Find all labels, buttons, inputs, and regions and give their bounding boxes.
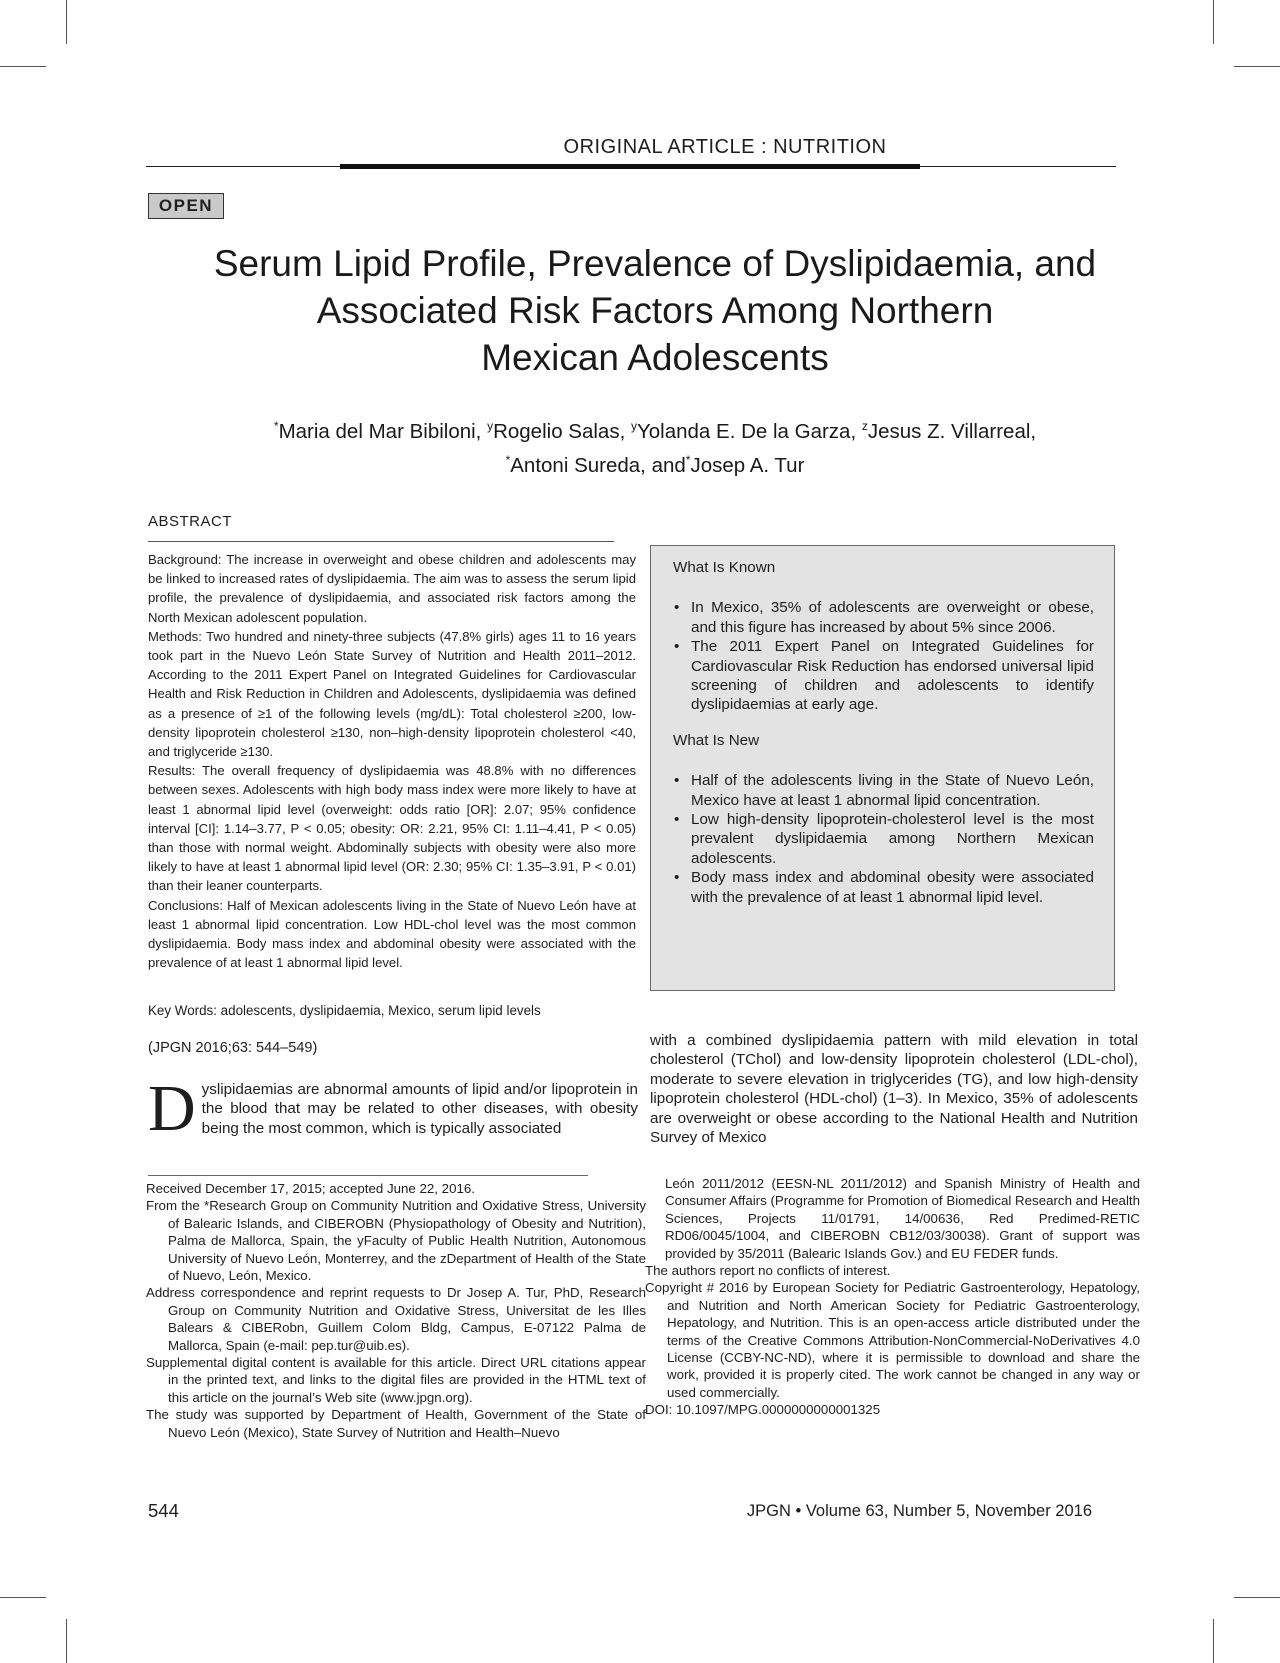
abstract-methods: Methods: Two hundred and ninety-three subjects (47.8% girls) ages 11 to 16 years took part in the Nuevo León State Survey of Nutrition and Health 2011–2012. According to the 2011 Expert Panel on Integrated Guidelines for Cardiovascular Health and Risk Reduction in Children and Adolescents, dyslipidaemia was defined as a presence of ≥1 of the following levels (mg/dL): Total cholesterol ≥200, low-density lipoprotein cholesterol ≥130, non–high-density lipoprotein cholesterol <40, and triglyceride ≥130.: [148, 628, 636, 760]
what-is-new-list: [673, 771, 1094, 907]
crop-mark: [1234, 1597, 1280, 1598]
footnotes-left: [146, 1180, 646, 1441]
crop-mark: [66, 1619, 67, 1663]
abstract-background: Background: The increase in overweight and obese children and adolescents may be linked to increased rates of dyslipidaemia. The aim was to assess the serum lipid profile, the prevalence of dyslipidaemia, and associated risk factors among the North Mexican adolescent population.: [148, 552, 636, 625]
footnote-rule: [148, 1175, 588, 1176]
crop-mark: [66, 0, 67, 44]
title-line: Serum Lipid Profile, Prevalence of Dyslipidaemia, and: [213, 243, 1097, 284]
affiliation-mark: y: [487, 419, 494, 433]
list-item: • The 2011 Expert Panel on Integrated Guidelines for Cardiovascular Risk Reduction has endorsed universal lipid screening of children and adolescents to identify dyslipidaemias at early age.: [691, 637, 1094, 715]
author-name: Jesus Z. Villarreal,: [867, 419, 1037, 443]
affiliation-mark: z: [861, 419, 868, 433]
list-item: • In Mexico, 35% of adolescents are overweight or obese, and this figure has increased by about 5% since 2006.: [691, 598, 1094, 637]
abstract-body: [148, 550, 636, 972]
crop-mark: [1213, 1619, 1214, 1663]
affiliation-mark: *: [685, 452, 691, 467]
affiliations-note: From the *Research Group on Community Nutrition and Oxidative Stress, University of Balearic Islands, and CIBEROBN (Physiopathology of Obesity and Nutrition), Palma de Mallorca, Spain, the yFaculty of Public Health Nutrition, Autonomous University of Nuevo León, Monterrey, and the zDepartment of Health of the State of Nuevo, León, Mexico.: [146, 1198, 646, 1284]
conflicts-note: The authors report no conflicts of interest.: [645, 1263, 891, 1279]
author-name: Antoni Sureda, and: [510, 453, 686, 477]
journal-footer: JPGN • Volume 63, Number 5, November 2016: [746, 1502, 1092, 1520]
list-item: • Body mass index and abdominal obesity were associated with the prevalence of at least 1 abnormal lipid level.: [691, 868, 1094, 907]
crop-mark: [1234, 66, 1280, 67]
list-item: • Half of the adolescents living in the State of Nuevo León, Mexico have at least 1 abnormal lipid concentration.: [691, 771, 1094, 810]
received-note: Received December 17, 2015; accepted June 22, 2016.: [146, 1181, 475, 1196]
correspondence-note: Address correspondence and reprint requests to Dr Josep A. Tur, PhD, Research Group on Community Nutrition and Oxidative Stress, Universitat de les Illes Balears & CIBERobn, Guillem Colom Bldg, Campus, E-07122 Palma de Mallorca, Spain (e-mail: pep.tur@uib.es).: [146, 1285, 646, 1353]
abstract-conclusions: Conclusions: Half of Mexican adolescents living in the State of Nuevo León have at least 1 abnormal lipid concentration. Low HDL-chol level was the most common dyslipidaemia. Body mass index and abdominal obesity were associated with the prevalence of at least 1 abnormal lipid level.: [148, 897, 636, 971]
funding-note-continued: León 2011/2012 (EESN-NL 2011/2012) and Spanish Ministry of Health and Consumer Affairs (Programme for Promotion of Biomedical Research and Health Sciences, Projects 11/01791, 14/00636, Red Predimed-RETIC RD06/0045/1004, and CIBEROBN CB12/03/30038). Grant of support was provided by 35/2011 (Balearic Islands Gov.) and EU FEDER funds.: [665, 1176, 1140, 1261]
affiliation-mark: *: [505, 452, 511, 467]
intro-text: yslipidaemias are abnormal amounts of lipid and/or lipoprotein in the blood that may be related to other diseases, with obesity being the most common, which is typically associated: [201, 1081, 638, 1137]
author-list: [120, 412, 1190, 480]
affiliation-mark: y: [630, 419, 637, 433]
what-is-known-list: [673, 598, 1094, 714]
author-name: Maria del Mar Bibiloni,: [278, 419, 488, 443]
abstract-rule: [148, 541, 614, 542]
title-line: Mexican Adolescents: [481, 337, 829, 378]
running-head: ORIGINAL ARTICLE : NUTRITION: [563, 136, 887, 158]
doi-note: DOI: 10.1097/MPG.0000000000001325: [645, 1402, 881, 1418]
key-points-box: [650, 545, 1115, 991]
author-name: Rogelio Salas,: [493, 419, 631, 443]
intro-paragraph: [148, 1072, 638, 1145]
abstract-heading: ABSTRACT: [148, 513, 233, 530]
header-rule-thick: [340, 164, 920, 169]
abstract-results: Results: The overall frequency of dyslipidaemia was 48.8% with no differences between sexes. Adolescents with high body mass index were more likely to have at least 1 abnormal lipid level (overweight: odds ratio [OR]: 2.07; 95% confidence interval [CI]: 1.14–3.77, P < 0.05; obesity: OR: 2.21, 95% CI: 1.11–4.41, P < 0.05) than those with normal weight. Abdominally subjects with obesity were also more likely to have at least 1 abnormal lipid level (OR: 2.30; 95% CI: 1.35–3.91, P < 0.01) than their leaner counterparts.: [148, 763, 636, 894]
funding-note: The study was supported by Department of Health, Government of the State of Nuevo León (Mexico), State Survey of Nutrition and Health–Nuevo: [146, 1407, 646, 1440]
what-is-known-heading: What Is Known: [673, 559, 776, 576]
drop-cap: D: [148, 1072, 196, 1145]
copyright-note: Copyright # 2016 by European Society for Pediatric Gastroenterology, Hepatology, and Nutrition and North American Society for Pediatric Gastroenterology, Hepatology, and Nutrition. This is an open-access article distributed under the terms of the Creative Commons Attribution-NonCommercial-NoDerivatives 4.0 License (CCBY-NC-ND), where it is permissible to download and share the work, provided it is properly cited. The work cannot be changed in any way or used commercially.: [645, 1280, 1140, 1400]
article-title: [120, 240, 1190, 381]
intro-paragraph-continued: with a combined dyslipidaemia pattern with mild elevation in total cholesterol (TChol) and low-density lipoprotein cholesterol (LDL-chol), moderate to severe elevation in triglycerides (TG), and low high-density lipoprotein cholesterol (HDL-chol) (1–3). In Mexico, 35% of adolescents are overweight or obese according to the National Health and Nutrition Survey of Mexico: [650, 1032, 1138, 1147]
list-item: • Low high-density lipoprotein-cholesterol level is the most prevalent dyslipidaemia among Northern Mexican adolescents.: [691, 810, 1094, 868]
crop-mark: [0, 66, 46, 67]
supplemental-note: Supplemental digital content is available for this article. Direct URL citations appear in the printed text, and links to the digital files are provided in the HTML text of this article on the journal’s Web site (www.jpgn.org).: [146, 1355, 646, 1405]
title-line: Associated Risk Factors Among Northern: [316, 290, 994, 331]
affiliation-mark: *: [273, 419, 279, 433]
footnotes-right: [645, 1175, 1140, 1419]
key-words: Key Words: adolescents, dyslipidaemia, Mexico, serum lipid levels: [148, 1003, 541, 1018]
crop-mark: [0, 1597, 46, 1598]
author-name: Yolanda E. De la Garza,: [636, 419, 862, 443]
crop-mark: [1213, 0, 1214, 44]
page-number: 544: [148, 1500, 179, 1521]
open-access-badge: OPEN: [148, 193, 224, 219]
what-is-new-heading: What Is New: [673, 731, 760, 749]
author-name: Josep A. Tur: [690, 453, 805, 477]
citation: (JPGN 2016;63: 544–549): [148, 1040, 318, 1056]
